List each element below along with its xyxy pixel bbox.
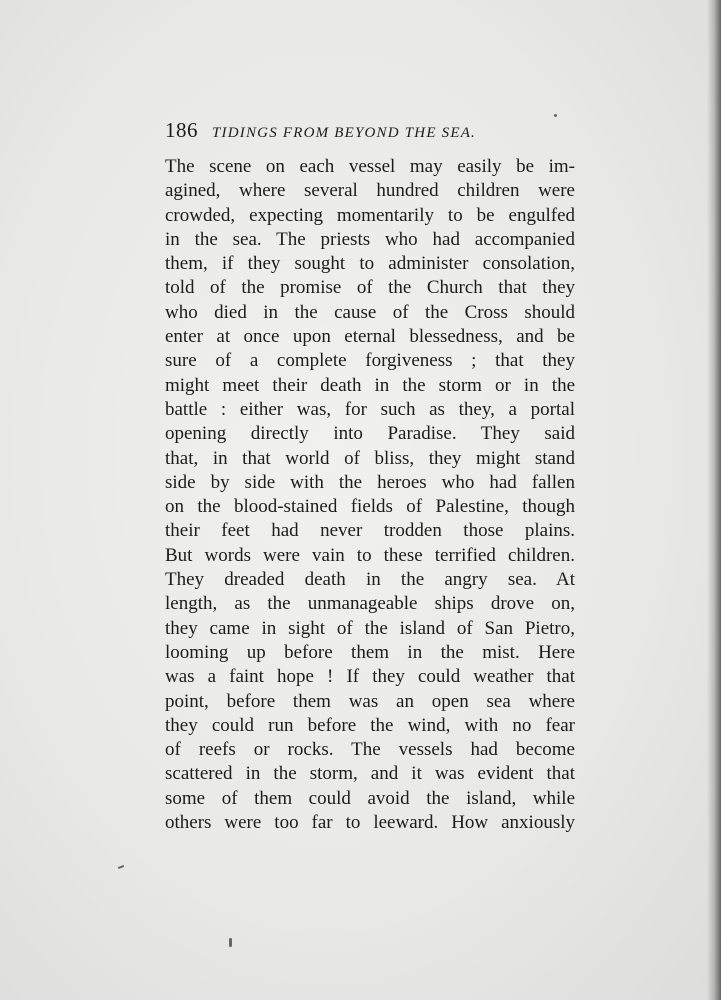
text-line: scattered in the storm, and it was evident that <box>165 763 575 785</box>
text-line: opening directly into Paradise. They said <box>165 423 575 445</box>
text-line: that, in that world of bliss, they might stand <box>165 447 575 469</box>
text-line: told of the promise of the Church that they <box>165 277 575 299</box>
ink-speck <box>554 114 557 117</box>
text-line: some of them could avoid the island, while <box>165 787 575 809</box>
text-line: who died in the cause of the Cross should <box>165 301 575 323</box>
text-line: enter at once upon eternal blessedness, and be <box>165 326 575 348</box>
text-line: on the blood-stained fields of Palestine, though <box>165 496 575 518</box>
ink-speck <box>229 938 232 947</box>
text-line: in the sea. The priests who had accompanied <box>165 228 575 250</box>
text-line: But words were vain to these terrified children. <box>165 544 575 566</box>
text-line: was a faint hope ! If they could weather that <box>165 666 575 688</box>
running-header <box>165 118 545 146</box>
body-paragraph <box>165 155 575 835</box>
text-line: crowded, expecting momentarily to be engulfed <box>165 204 575 226</box>
ink-speck <box>118 865 124 869</box>
text-line: them, if they sought to administer consolation, <box>165 253 575 275</box>
text-line: they could run before the wind, with no fear <box>165 714 575 736</box>
page-number: 186 <box>165 118 198 142</box>
text-line: might meet their death in the storm or in the <box>165 374 575 396</box>
page-edge-shadow <box>707 0 721 1000</box>
text-line: others were too far to leeward. How anxiously <box>165 812 575 834</box>
text-line: side by side with the heroes who had fallen <box>165 471 575 493</box>
text-line: They dreaded death in the angry sea. At <box>165 569 575 591</box>
text-line: length, as the unmanageable ships drove on, <box>165 593 575 615</box>
text-line: their feet had never trodden those plains. <box>165 520 575 542</box>
text-line: The scene on each vessel may easily be im- <box>165 156 575 177</box>
text-line: sure of a complete forgiveness ; that they <box>165 350 575 372</box>
text-line: they came in sight of the island of San Pietro, <box>165 617 575 639</box>
text-line: agined, where several hundred children were <box>165 180 575 202</box>
running-title: TIDINGS FROM BEYOND THE SEA. <box>212 125 477 141</box>
text-line: of reefs or rocks. The vessels had become <box>165 739 575 761</box>
text-line: looming up before them in the mist. Here <box>165 641 575 663</box>
text-line: battle : either was, for such as they, a portal <box>165 398 575 420</box>
text-line: point, before them was an open sea where <box>165 690 575 712</box>
